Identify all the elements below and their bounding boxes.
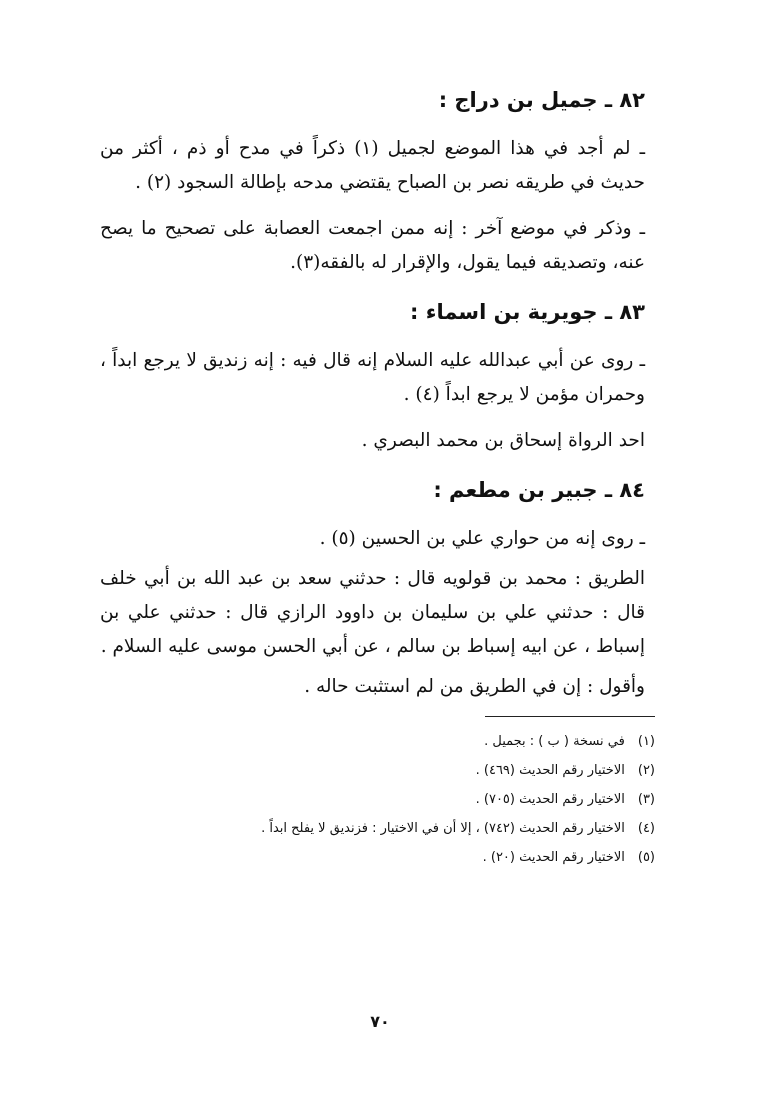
footnote-text: الاختيار رقم الحديث (٧٤٢) ، إلا أن في الاختيار : فزنديق لا يفلح ابداً .	[261, 821, 625, 836]
footnote-text: في نسخة ( ب ) : بجميل .	[484, 734, 625, 749]
footnote-number: (٥)	[637, 850, 655, 865]
entry-paragraph: وأقول : إن في الطريق من لم استثبت حاله .	[304, 676, 645, 697]
entry-84	[100, 470, 655, 704]
footnote-number: (٣)	[637, 792, 655, 807]
footnote-item	[100, 756, 655, 785]
footnote-text: الاختيار رقم الحديث (٤٦٩) .	[475, 763, 625, 778]
footnote-item	[100, 727, 655, 756]
footnote-number: (١)	[637, 734, 655, 749]
entry-paragraph: احد الرواة إسحاق بن محمد البصري .	[361, 430, 645, 451]
entry-83	[100, 292, 655, 458]
footnote-text: الاختيار رقم الحديث (٧٠٥) .	[475, 792, 625, 807]
entry-heading: ٨٣ ـ جويرية بن اسماء :	[410, 300, 645, 324]
footnote-item	[100, 843, 655, 872]
entry-82	[100, 80, 655, 280]
footnote-number: (٤)	[637, 821, 655, 836]
page-number: ٧٠	[370, 1012, 390, 1031]
entry-heading: ٨٢ ـ جميل بن دراج :	[438, 88, 645, 112]
entry-heading: ٨٤ ـ جبير بن مطعم :	[433, 478, 645, 502]
entry-paragraph: الطريق : محمد بن قولويه قال : حدثني سعد بن عبد الله بن أبي خلف قال : حدثني علي بن سليمان بن داوود الرازي قال : حدثني علي بن إسباط ، عن ابيه إسباط بن سالم ، عن أبي الحسن موسى عليه السلام .	[100, 568, 645, 657]
footnote-item	[100, 814, 655, 843]
entry-paragraph: ـ روى عن أبي عبدالله عليه السلام إنه قال فيه : إنه زنديق لا يرجع ابداً ، وحمران مؤمن لا يرجع ابداً (٤) .	[100, 350, 645, 405]
footnote-number: (٢)	[637, 763, 655, 778]
entry-paragraph: ـ وذكر في موضع آخر : إنه ممن اجمعت العصابة على تصحيح ما يصح عنه، وتصديقه فيما يقول، والإقرار له بالفقه(٣).	[100, 218, 645, 273]
book-page	[100, 80, 655, 1080]
footnote-divider	[485, 716, 655, 717]
entry-paragraph: ـ لم أجد في هذا الموضع لجميل (١) ذكراً في مدح أو ذم ، أكثر من حديث في طريقه نصر بن الصباح يقتضي مدحه بإطالة السجود (٢) .	[100, 138, 646, 193]
entry-paragraph: ـ روى إنه من حواري علي بن الحسين (٥) .	[319, 528, 645, 549]
footnotes	[100, 727, 655, 872]
footnote-item	[100, 785, 655, 814]
footnote-text: الاختيار رقم الحديث (٢٠) .	[482, 850, 625, 865]
